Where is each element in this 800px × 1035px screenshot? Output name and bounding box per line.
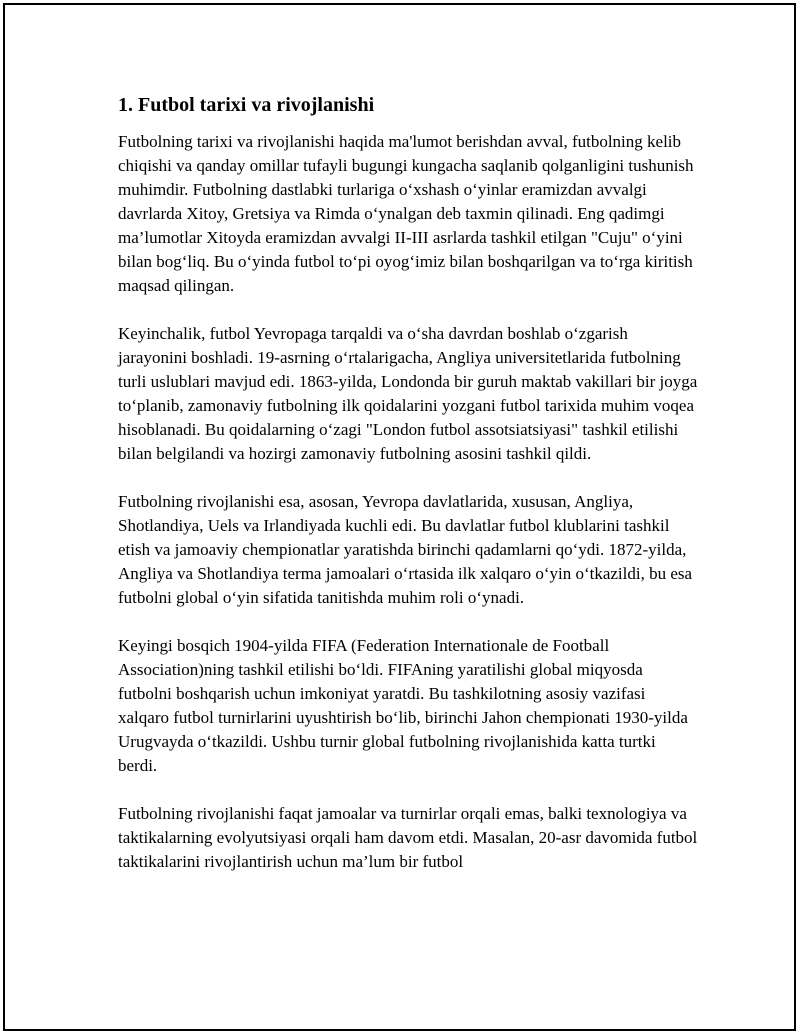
paragraph-2: Keyinchalik, futbol Yevropaga tarqaldi va o‘sha davrdan boshlab o‘zgarish jarayonini boshladi. 19-asrning o‘rtalarigacha, Angliya universitetlarida futbolning turli uslublari mavjud edi. 1863-yilda, Londonda bir guruh maktab vakillari bir joyga to‘planib, zamonaviy futbolning ilk qoidalarini yozgani futbol tarixida muhim voqea hisoblanadi. Bu qoidalarning o‘zagi "London futbol assotsiatsiyasi" tashkil etilishi bilan belgilandi va hozirgi zamonaviy futbolning asosini tashkil qildi. [118, 324, 698, 463]
document-body [118, 93, 698, 898]
paragraph-3: Futbolning rivojlanishi esa, asosan, Yevropa davlatlarida, xususan, Angliya, Shotlandiya, Uels va Irlandiyada kuchli edi. Bu davlatlar futbol klublarini tashkil etish va jamoaviy chempionatlar yaratishda birinchi qadamlarni qo‘ydi. 1872-yilda, Angliya va Shotlandiya terma jamoalari o‘rtasida ilk xalqaro o‘yin o‘tkazildi, bu esa futbolni global o‘yin sifatida tanitishda muhim roli o‘ynadi. [118, 492, 693, 607]
paragraph-5: Futbolning rivojlanishi faqat jamoalar va turnirlar orqali emas, balki texnologiya va taktikalarning evolyutsiyasi orqali ham davom etdi. Masalan, 20-asr davomida futbol taktikalarini rivojlantirish uchun ma’lum bir futbol [118, 804, 698, 871]
paragraph-4: Keyingi bosqich 1904-yilda FIFA (Federation Internationale de Football Association)ning tashkil etilishi bo‘ldi. FIFAning yaratilishi global miqyosda futbolni boshqarish uchun imkoniyat yaratdi. Bu tashkilotning asosiy vazifasi xalqaro futbol turnirlarini uyushtirish bo‘lib, birinchi Jahon chempionati 1930-yilda Urugvayda o‘tkazildi. Ushbu turnir global futbolning rivojlanishida katta turtki berdi. [118, 636, 688, 775]
section-heading: 1. Futbol tarixi va rivojlanishi [118, 94, 375, 116]
paragraph-1: Futbolning tarixi va rivojlanishi haqida ma'lumot berishdan avval, futbolning kelib chiqishi va qanday omillar tufayli bugungi kungacha saqlanib qolganligini tushunish muhimdir. Futbolning dastlabki turlariga o‘xshash o‘yinlar eramizdan avvalgi davrlarda Xitoy, Gretsiya va Rimda o‘ynalgan deb taxmin qilinadi. Eng qadimgi ma’lumotlar Xitoyda eramizdan avvalgi II-III asrlarda tashkil etilgan "Cuju" o‘yini bilan bog‘liq. Bu o‘yinda futbol to‘pi oyog‘imiz bilan boshqarilgan va to‘rga kiritish maqsad qilingan. [118, 132, 694, 295]
